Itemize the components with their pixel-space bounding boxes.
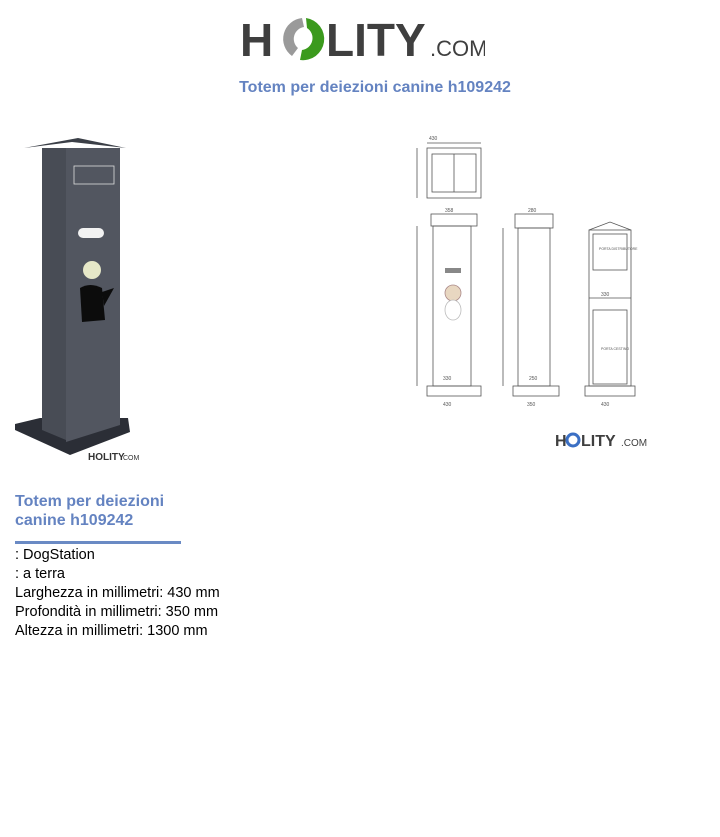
spec-brand: : DogStation [15,547,95,563]
technical-drawing [395,118,685,458]
svg-text:LITY: LITY [581,433,616,450]
page-title: Totem per deiezioni canine h109242 [239,79,511,96]
svg-text:PORTA CESTINO: PORTA CESTINO [601,347,630,351]
svg-text:430: 430 [443,402,452,408]
svg-text:330: 330 [601,292,610,298]
photo-watermark: HOLITY [88,452,125,463]
svg-text:H: H [240,14,274,64]
svg-text:280: 280 [528,208,537,214]
drawing-watermark [555,433,647,450]
spec-list [15,546,220,641]
svg-text:PORTA DISTRIBUTORE: PORTA DISTRIBUTORE [599,247,638,251]
svg-text:H: H [555,433,567,450]
svg-text:LITY: LITY [326,14,426,64]
spec-width: Larghezza in millimetri: 430 mm [15,585,220,601]
spec-installation: : a terra [15,566,65,582]
svg-text:358: 358 [445,208,454,214]
svg-text:430: 430 [601,402,610,408]
holity-logo [240,12,485,64]
spec-height: Altezza in millimetri: 1300 mm [15,623,208,639]
logo-ring-icon [283,18,324,60]
svg-text:.COM: .COM [621,438,648,449]
product-photo [10,120,170,470]
svg-text:250: 250 [529,376,538,382]
svg-text:430: 430 [429,136,438,142]
svg-text:330: 330 [443,376,452,382]
title-divider [15,541,181,544]
svg-text:.COM: .COM [430,36,485,61]
svg-text:COM: COM [123,455,140,462]
svg-text:350: 350 [527,402,536,408]
product-title: Totem per deiezioni canine h109242 [15,493,165,529]
spec-depth: Profondità in millimetri: 350 mm [15,604,219,620]
logo-graphic [240,12,485,64]
